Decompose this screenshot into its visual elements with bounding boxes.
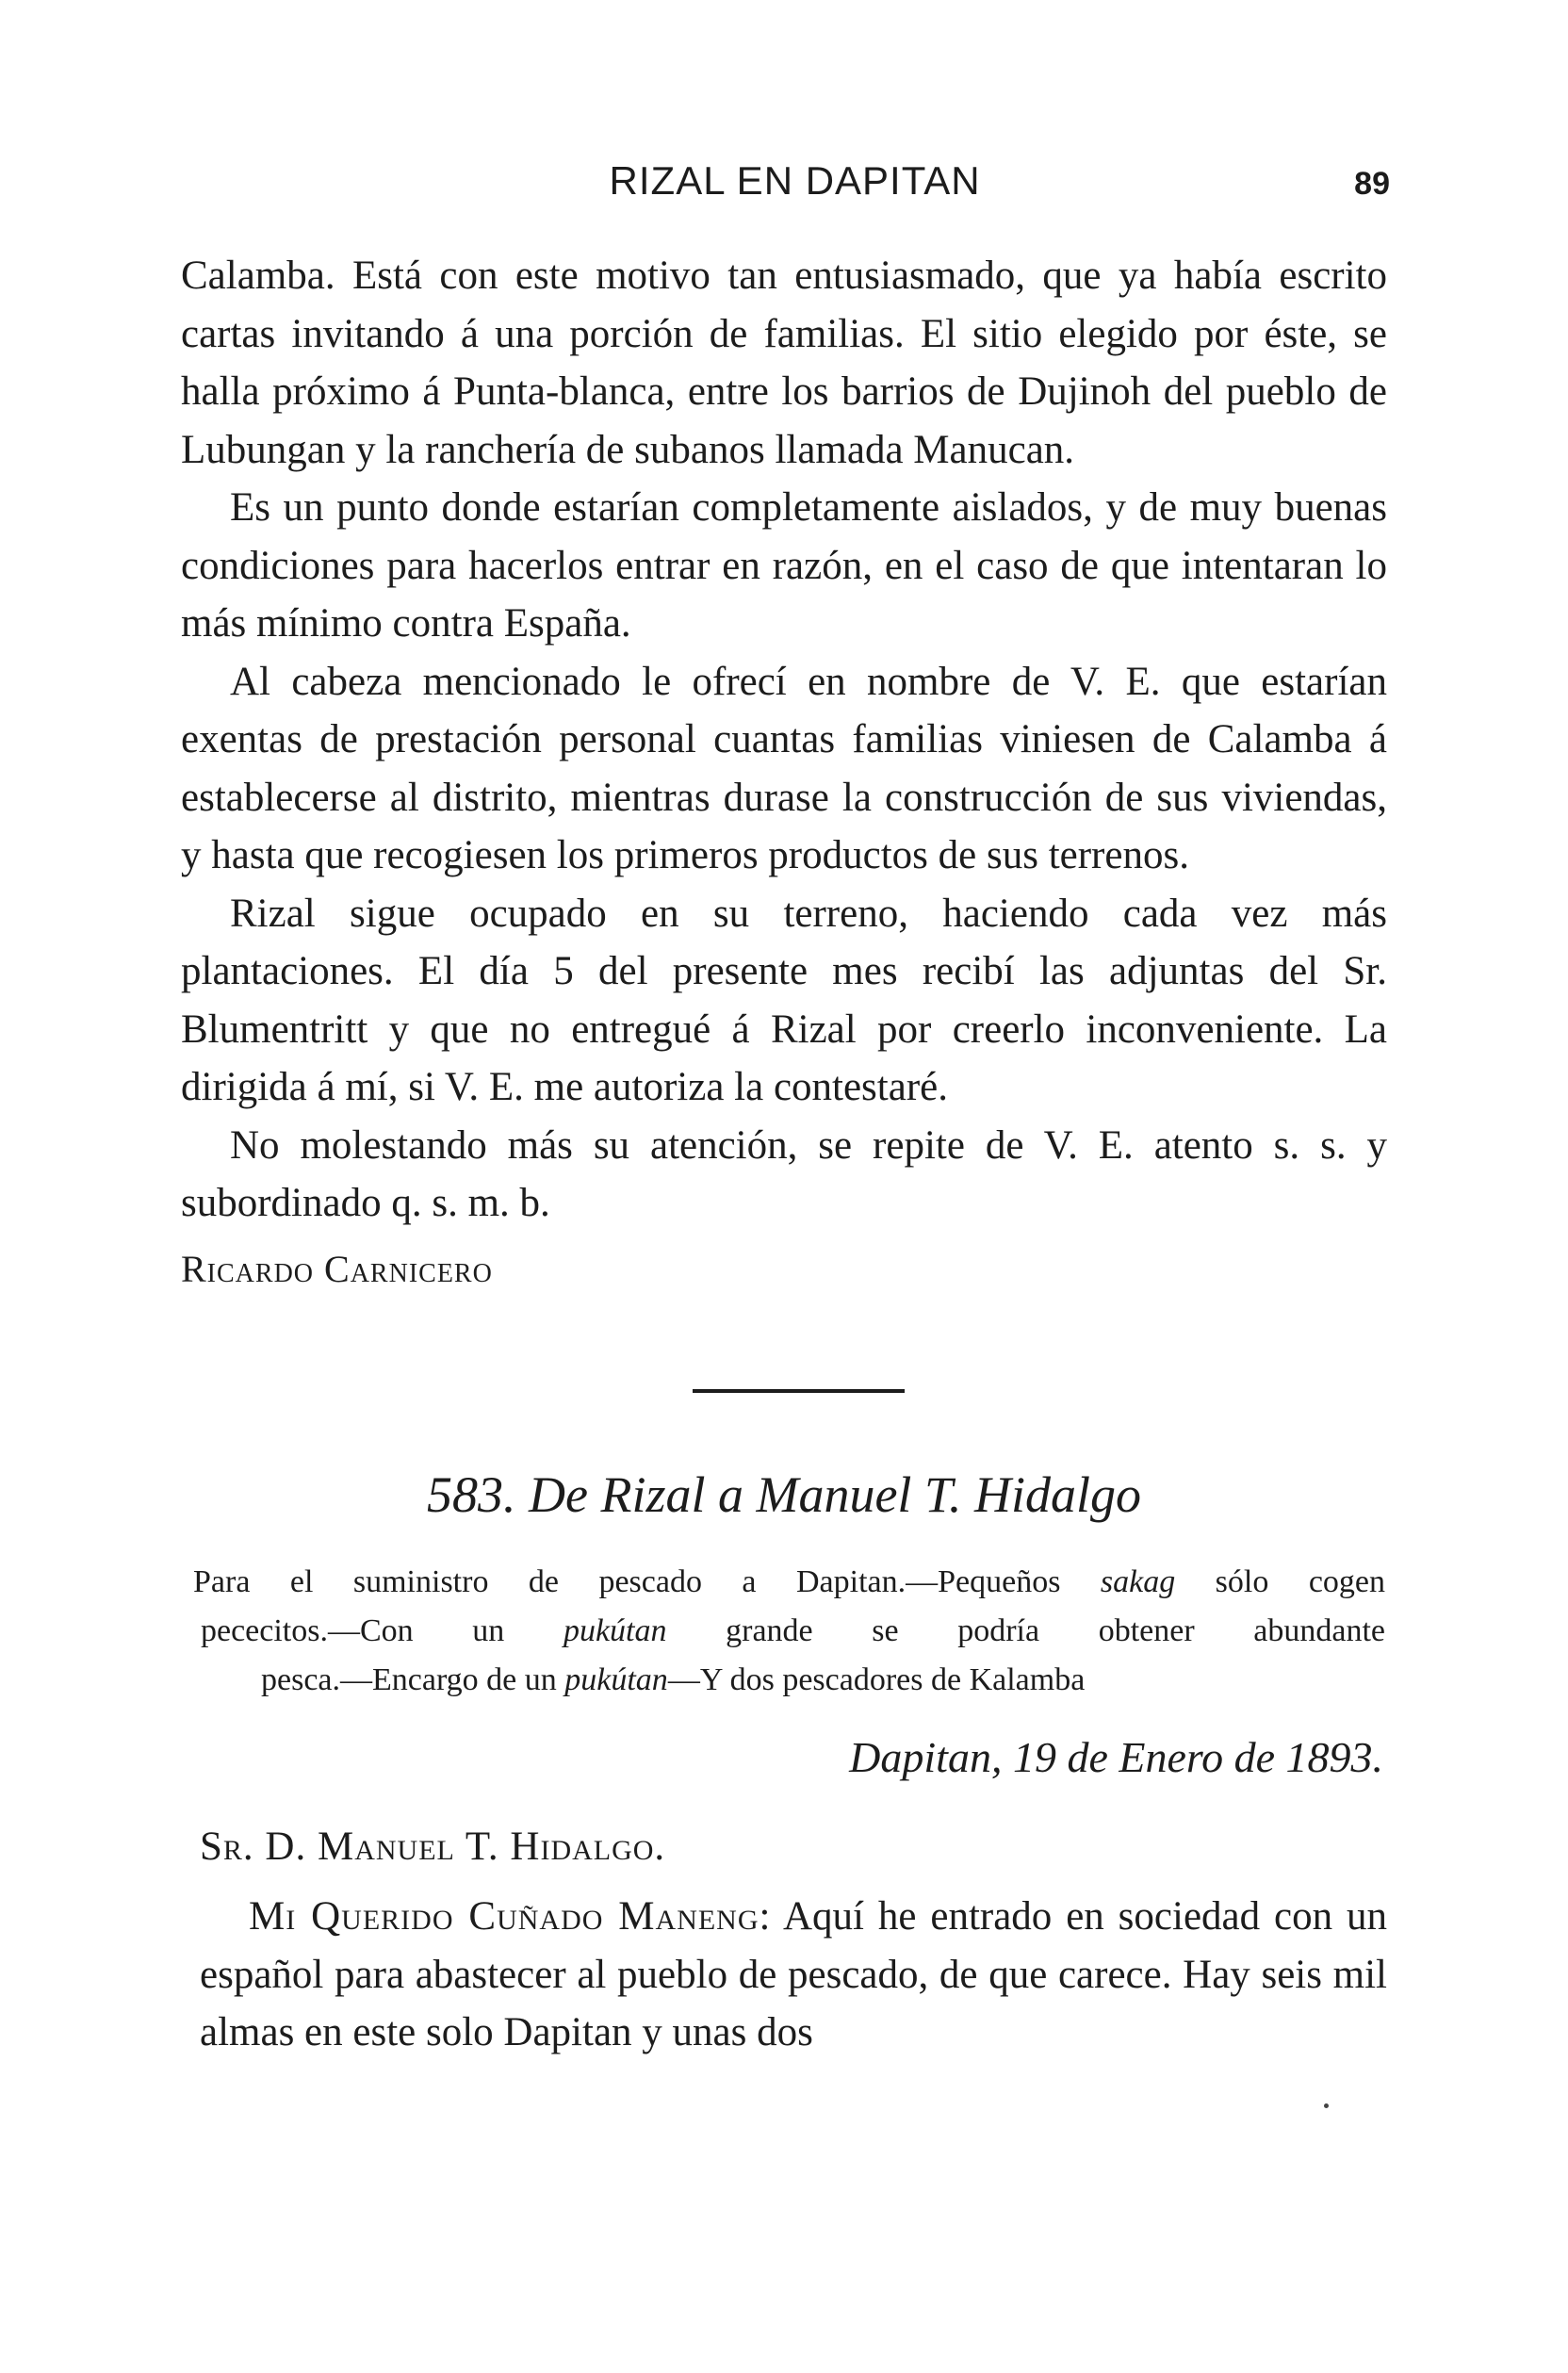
section-divider [693, 1389, 905, 1393]
paragraph: Rizal sigue ocupado en su terreno, haciendo cada vez más plantaciones. El día 5 del presente mes recibí las adjuntas del Sr. Blumentritt y que no entregué á Rizal por creerlo inconveniente. La dirigida á mí, si V. E. me autoriza la contestaré. [181, 891, 1387, 1109]
summary-text: sólo cogen [1175, 1564, 1386, 1599]
summary-line [193, 1607, 1385, 1656]
paragraph: No molestando más su atención, se repite de V. E. atento s. s. y subordinado q. s. m. b. [181, 1122, 1387, 1225]
summary-text: grande se podría obtener abundante [666, 1613, 1385, 1648]
running-title: RIZAL EN DAPITAN [609, 158, 981, 203]
summary-text: pececitos.—Con un [201, 1613, 564, 1648]
page-number: 89 [1354, 166, 1390, 202]
summary-term: sakag [1100, 1564, 1176, 1599]
paragraph: Al cabeza mencionado le ofrecí en nombre de V. E. que estarían exentas de prestación personal cuantas familias viniesen de Calamba á establecerse al distrito, mientras durase la construcción de sus viviendas, y hasta que recogiesen los primeros productos de sus terrenos. [181, 659, 1387, 877]
summary-line [193, 1656, 1385, 1705]
report-text [181, 247, 1387, 1298]
summary-term: pukútan [563, 1613, 667, 1648]
letter-opening: Aquí he entrado en sociedad con un español para abastecer al pueblo de pescado, de que carece. Hay seis mil almas en este solo Dapitan y unas dos [200, 1894, 1387, 2054]
greeting: Mi Querido Cuñado Maneng: [249, 1894, 772, 1939]
letter-title: 583. De Rizal a Manuel T. Hidalgo [427, 1466, 1141, 1523]
summary-text: Para el suministro de pescado a Dapitan.—Pequeños [193, 1564, 1101, 1599]
date-line: Dapitan, 19 de Enero de 1893. [849, 1733, 1383, 1781]
summary-text: pesca.—Encargo de un [261, 1662, 565, 1697]
page-header [179, 158, 1390, 204]
letter-summary [193, 1558, 1385, 1705]
salutation: Sr. D. Manuel T. Hidalgo. [200, 1825, 666, 1869]
paragraph: Es un punto donde estarían completamente aislados, y de muy buenas condiciones para hacerlos entrar en razón, en el caso de que intentaran lo más mínimo contra España. [181, 485, 1387, 646]
summary-term: pukútan [564, 1662, 668, 1697]
paragraph: Calamba. Está con este motivo tan entusiasmado, que ya había escrito cartas invitando á una porción de familias. El sitio elegido por éste, se halla próximo á Punta-blanca, entre los barrios de Dujinoh del pueblo de Lubungan y la ranchería de subanos llamada Manucan. [181, 254, 1387, 472]
summary-line [193, 1558, 1385, 1607]
signature: Ricardo Carnicero [181, 1247, 493, 1290]
letter-body [200, 1888, 1387, 2062]
print-speck [1324, 2103, 1329, 2108]
paragraph [200, 1888, 1387, 2062]
summary-text: —Y dos pescadores de Kalamba [667, 1662, 1086, 1697]
